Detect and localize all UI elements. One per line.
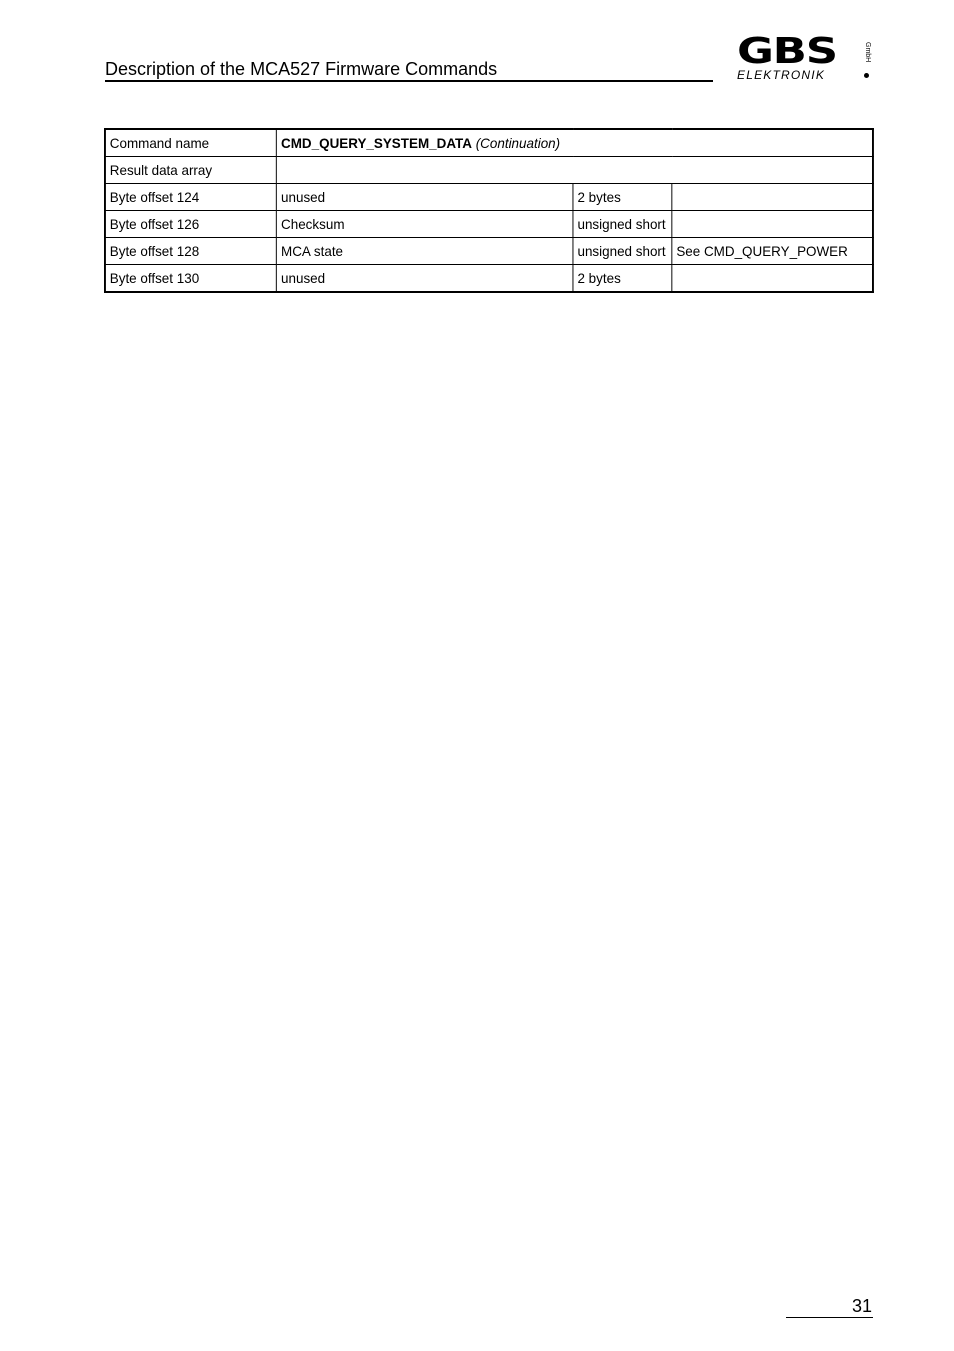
- table-row-command: [105, 129, 873, 157]
- command-value: [277, 129, 873, 157]
- field-name-cell: unused: [277, 265, 573, 293]
- gbs-elektronik-logo: [734, 31, 878, 86]
- field-name-cell: Checksum: [277, 211, 573, 238]
- field-name-cell: unused: [277, 184, 573, 211]
- command-table: [104, 128, 874, 293]
- command-name: CMD_QUERY_SYSTEM_DATA: [281, 135, 472, 151]
- table-row: [105, 238, 873, 265]
- field-type-cell: unsigned short: [573, 211, 672, 238]
- table-row: [105, 265, 873, 293]
- logo-dot-icon: [864, 73, 869, 78]
- field-name-cell: MCA state: [277, 238, 573, 265]
- table-row-result: [105, 157, 873, 184]
- logo-subtitle: ELEKTRONIK: [737, 68, 826, 82]
- byte-offset-cell: Byte offset 124: [105, 184, 277, 211]
- command-label: Command name: [105, 129, 277, 157]
- byte-offset-cell: Byte offset 128: [105, 238, 277, 265]
- header-rule: [105, 80, 713, 82]
- byte-offset-cell: Byte offset 130: [105, 265, 277, 293]
- result-label: Result data array: [105, 157, 277, 184]
- result-value: [277, 157, 873, 184]
- command-note: (Continuation): [475, 135, 561, 151]
- logo-brand: GBS: [737, 31, 837, 72]
- byte-offset-cell: Byte offset 126: [105, 211, 277, 238]
- field-type-cell: unsigned short: [573, 238, 672, 265]
- field-type-cell: 2 bytes: [573, 184, 672, 211]
- logo-suffix: GmbH: [864, 42, 871, 63]
- field-note-cell: [672, 211, 873, 238]
- table-row: [105, 211, 873, 238]
- field-type-cell: 2 bytes: [573, 265, 672, 293]
- table-row: [105, 184, 873, 211]
- field-note-cell: [672, 265, 873, 293]
- field-note-cell: See CMD_QUERY_POWER: [672, 238, 873, 265]
- page-number-rule: [786, 1317, 873, 1318]
- page-header-title: Description of the MCA527 Firmware Commands: [105, 59, 498, 79]
- field-note-cell: [672, 184, 873, 211]
- page-number: 31: [851, 1296, 872, 1316]
